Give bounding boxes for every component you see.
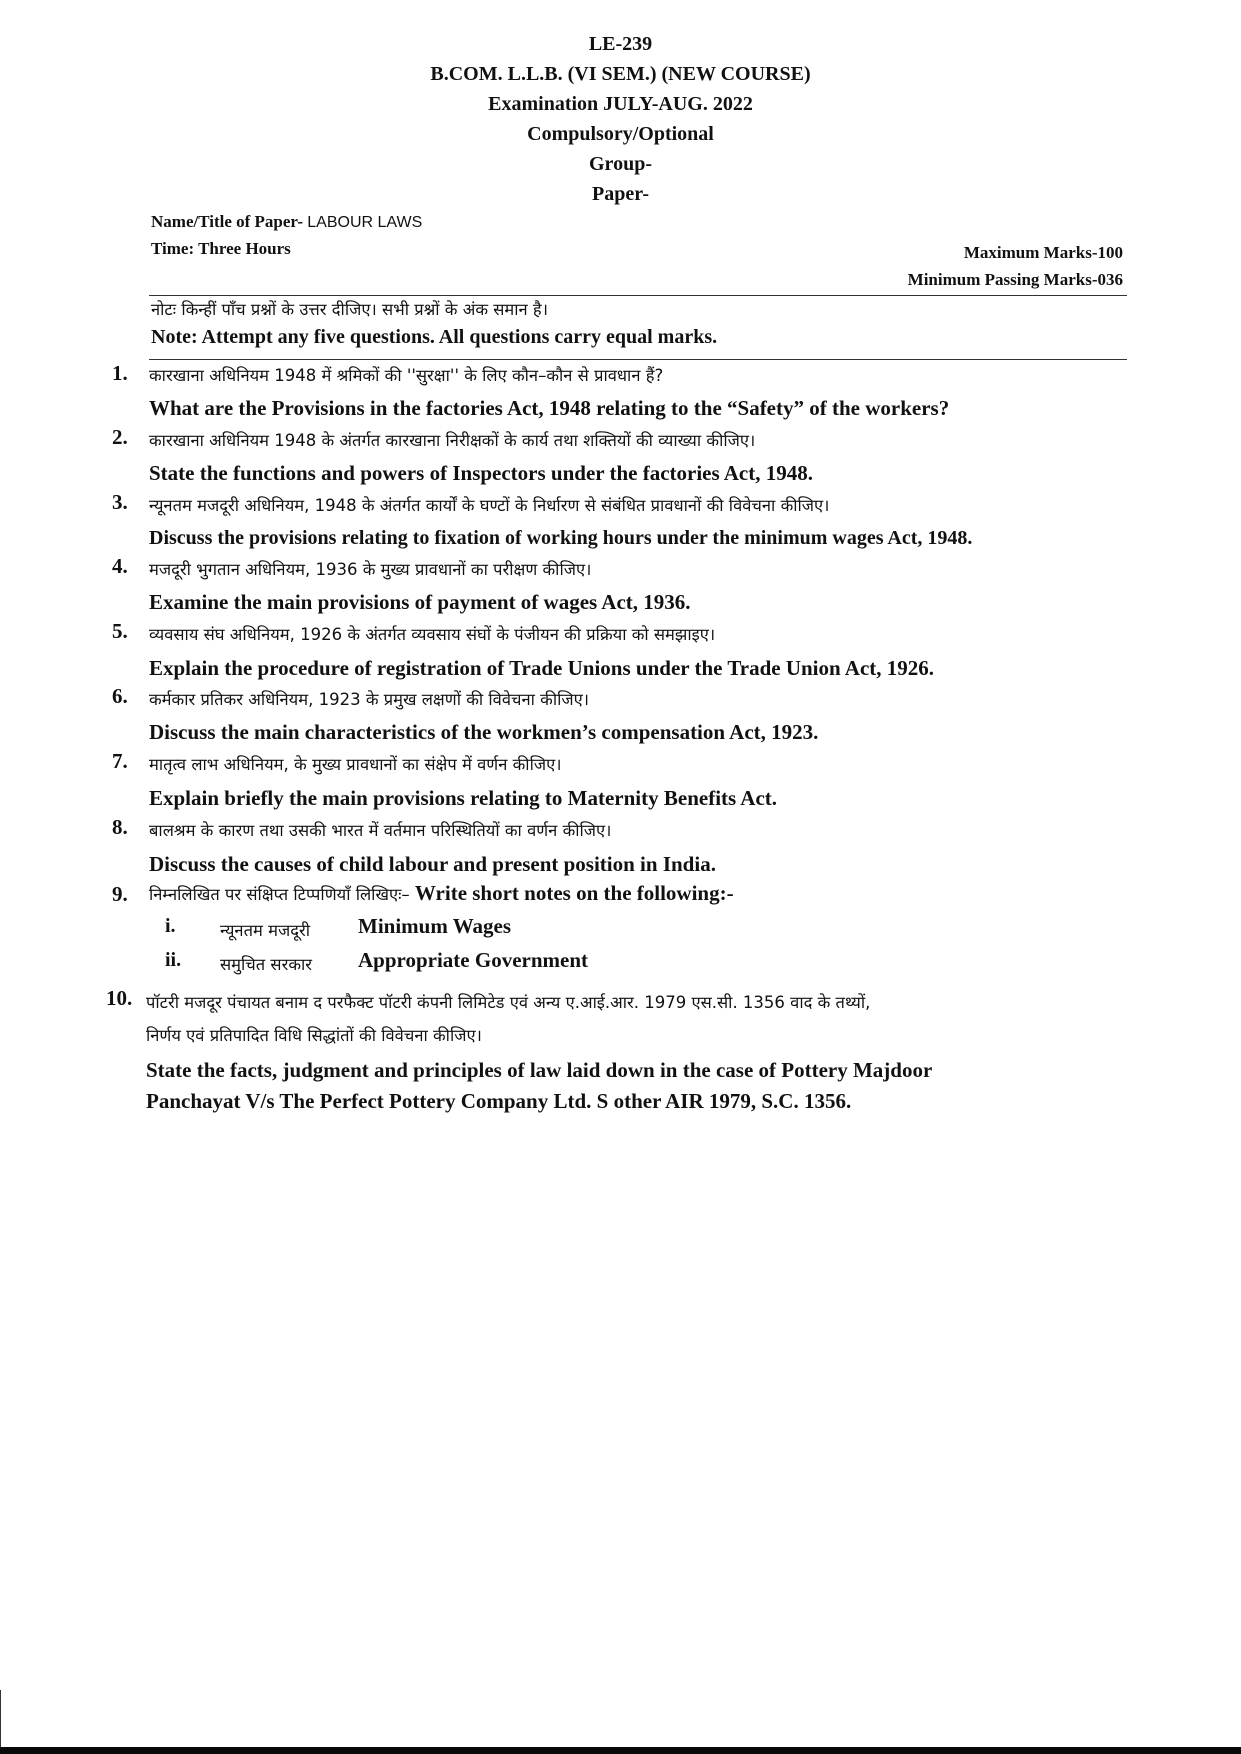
question-english: State the functions and powers of Inspectors under the factories Act, 1948.: [149, 461, 813, 485]
question-number: 5.: [112, 619, 128, 643]
question-english-continued: Panchayat V/s The Perfect Pottery Company Ltd. S other AIR 1979, S.C. 1356.: [146, 1089, 852, 1113]
question-number: 3.: [112, 490, 128, 514]
sub-question-number: ii.: [165, 949, 182, 971]
sub-question-english: Appropriate Government: [358, 948, 589, 972]
divider-bottom: [149, 359, 1127, 360]
question-number: 4.: [112, 554, 128, 578]
question-hindi: कर्मकार प्रतिकर अधिनियम, 1923 के प्रमुख लक्षणों की विवेचना कीजिए।: [149, 690, 590, 709]
question-english: What are the Provisions in the factories Act, 1948 relating to the “Safety” of the workers?: [149, 396, 950, 420]
paper-code: LE-239: [588, 33, 653, 55]
scan-bottom-border: [0, 1747, 1241, 1754]
sub-question-english: Minimum Wages: [358, 914, 512, 938]
maximum-marks: Maximum Marks-100: [963, 243, 1123, 262]
divider-top: [149, 295, 1127, 296]
note-hindi: नोटः किन्हीं पाँच प्रश्नों के उत्तर दीजिए। सभी प्रश्नों के अंक समान है।: [151, 300, 548, 319]
course-name: B.COM. L.L.B. (VI SEM.) (NEW COURSE): [430, 63, 811, 85]
note-english: Note: Attempt any five questions. All questions carry equal marks.: [151, 326, 718, 348]
question-number: 1.: [112, 361, 128, 385]
sub-question-number: i.: [165, 915, 176, 937]
question-hindi: मातृत्व लाभ अधिनियम, के मुख्य प्रावधानों का संक्षेप में वर्णन कीजिए।: [149, 755, 562, 774]
paper-label: Paper-: [591, 183, 649, 205]
question-english: Write short notes on the following:-: [409, 881, 734, 905]
question-english: Explain briefly the main provisions relating to Maternity Benefits Act.: [149, 786, 778, 810]
sub-question-hindi: न्यूनतम मजदूरी: [220, 921, 311, 940]
paper-title: [151, 212, 422, 232]
time-allowed: Time: Three Hours: [151, 239, 291, 258]
question-hindi: पॉटरी मजदूर पंचायत बनाम द परफैक्ट पॉटरी कंपनी लिमिटेड एवं अन्य ए.आई.आर. 1979 एस.सी. 1356 वाद के तथ्यों,: [146, 993, 871, 1012]
question-number: 6.: [112, 684, 128, 708]
sub-question-hindi: समुचित सरकार: [220, 955, 313, 974]
minimum-passing-marks: Minimum Passing Marks-036: [907, 270, 1123, 289]
question-hindi-continued: निर्णय एवं प्रतिपादित विधि सिद्धांतों की विवेचना कीजिए।: [146, 1026, 482, 1045]
question-hindi: न्यूनतम मजदूरी अधिनियम, 1948 के अंतर्गत कार्यों के घण्टों के निर्धारण से संबंधित प्रावधानों की विवेचना कीजिए।: [149, 496, 830, 515]
question-english: Examine the main provisions of payment of wages Act, 1936.: [149, 590, 691, 614]
question-number: 7.: [112, 749, 128, 773]
question-number: 10.: [106, 986, 133, 1010]
question-text: [149, 881, 734, 906]
group-label: Group-: [589, 153, 652, 175]
question-english: State the facts, judgment and principles of law laid down in the case of Pottery Majdoor: [146, 1058, 933, 1082]
question-hindi: निम्नलिखित पर संक्षिप्त टिप्पणियाँ लिखिएः–: [149, 885, 410, 904]
question-hindi: कारखाना अधिनियम 1948 में श्रमिकों की ''सुरक्षा'' के लिए कौन–कौन से प्रावधान हैं?: [149, 366, 664, 385]
question-hindi: मजदूरी भुगतान अधिनियम, 1936 के मुख्य प्रावधानों का परीक्षण कीजिए।: [149, 560, 592, 579]
question-english: Explain the procedure of registration of Trade Unions under the Trade Union Act, 1926.: [149, 656, 935, 680]
paper-title-value: LABOUR LAWS: [307, 214, 423, 231]
question-number: 9.: [112, 882, 128, 906]
question-hindi: कारखाना अधिनियम 1948 के अंतर्गत कारखाना निरीक्षकों के कार्य तथा शक्तियों की व्याख्या कीजिए।: [149, 431, 756, 450]
paper-title-label: Name/Title of Paper-: [151, 212, 308, 231]
question-english: Discuss the main characteristics of the workmen’s compensation Act, 1923.: [149, 720, 819, 744]
question-number: 2.: [112, 425, 128, 449]
question-number: 8.: [112, 815, 128, 839]
question-hindi: व्यवसाय संघ अधिनियम, 1926 के अंतर्गत व्यवसाय संघों के पंजीयन की प्रक्रिया को समझाइए।: [149, 625, 716, 644]
question-hindi: बालश्रम के कारण तथा उसकी भारत में वर्तमान परिस्थितियों का वर्णन कीजिए।: [149, 821, 612, 840]
exam-session: Examination JULY-AUG. 2022: [488, 93, 753, 115]
scan-left-edge: [0, 1690, 1, 1750]
question-english: Discuss the causes of child labour and present position in India.: [149, 852, 716, 876]
paper-type: Compulsory/Optional: [527, 123, 714, 145]
question-english: Discuss the provisions relating to fixation of working hours under the minimum wages Act, 1948.: [149, 527, 973, 549]
